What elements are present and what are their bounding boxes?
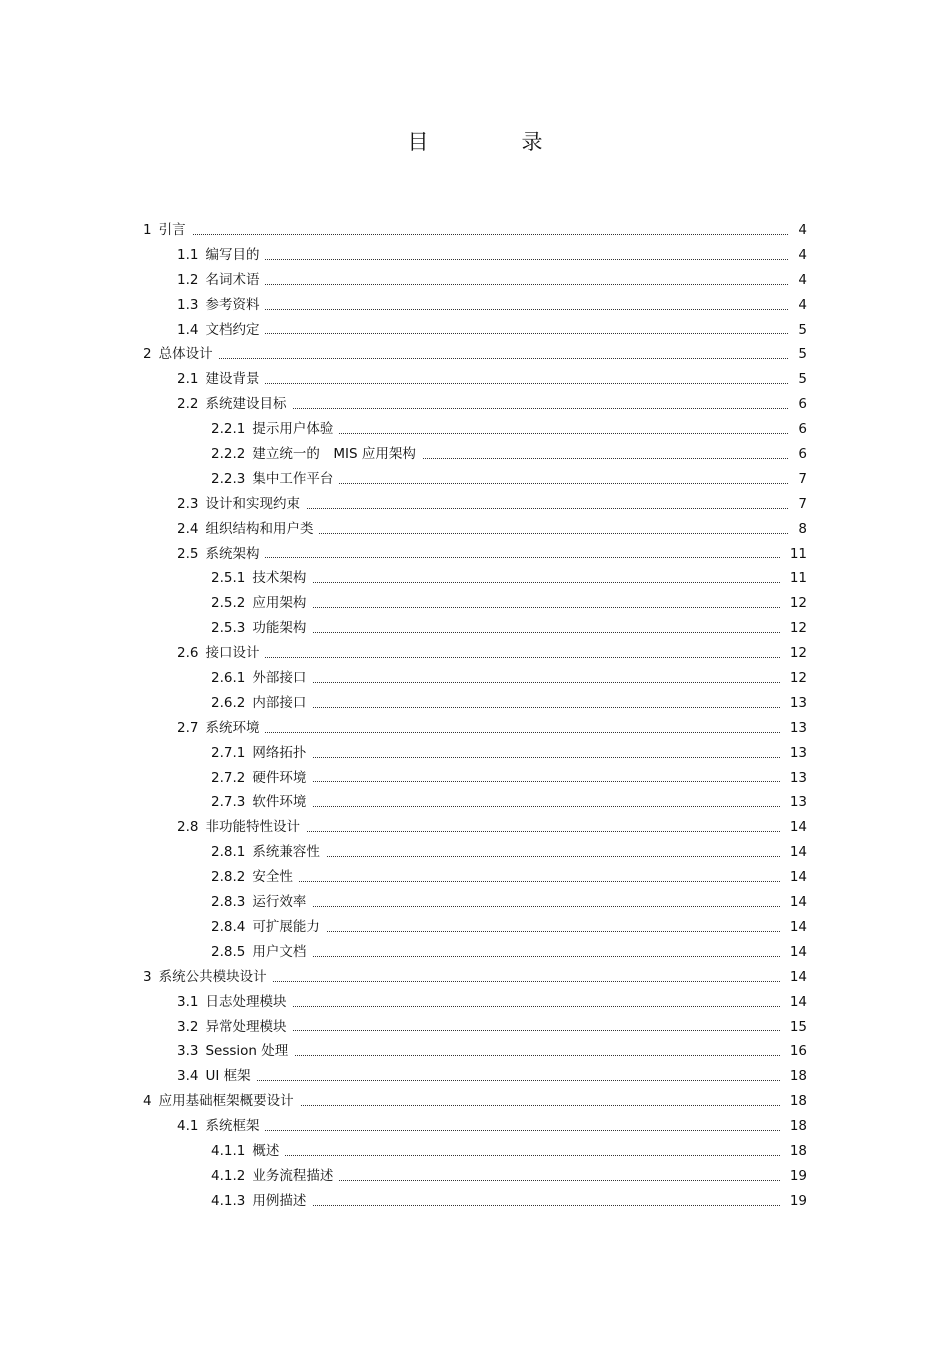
toc-entry-page-number: 4 [794,293,807,318]
toc-entry-number: 1.2 [177,271,199,288]
toc-entry-page-number: 11 [786,542,807,567]
toc-entry-label: 建设背景 [205,371,260,388]
toc-entry[interactable] [0,268,950,293]
toc-entry-label: 用户文档 [252,943,307,960]
toc-entry-label: 概述 [252,1142,280,1159]
toc-entry-number: 2.7 [177,719,199,736]
toc-entry-number: 2.5.3 [211,620,246,637]
toc-entry-page-number: 13 [786,790,807,815]
toc-entry-heading [143,1089,300,1114]
toc-entry-number: 2.5 [177,545,199,562]
toc-entry-label: 提示用户体验 [252,421,334,438]
toc-entry[interactable] [0,890,950,915]
page-title: 目 录 [407,130,579,154]
toc-entry-number: 2.2 [177,396,199,413]
toc-entry-heading [211,566,312,591]
toc-entry-page-number: 13 [786,716,807,741]
toc-entry-page-number: 4 [794,243,807,268]
toc-entry[interactable] [0,790,950,815]
toc-entry-number: 2.8.3 [211,894,246,911]
toc-entry-number: 2.6.2 [211,694,246,711]
toc-entry[interactable] [0,1114,950,1139]
toc-entry-page-number: 18 [786,1139,807,1164]
toc-entry-page-number: 13 [786,766,807,791]
toc-entry-heading [177,990,292,1015]
toc-entry-number: 2.6.1 [211,670,246,687]
toc-entry-number: 1.4 [177,321,199,338]
toc-entry[interactable] [0,990,950,1015]
toc-entry[interactable] [0,741,950,766]
toc-entry[interactable] [0,542,950,567]
toc-entry-page-number: 14 [786,865,807,890]
toc-entry-page-number: 6 [794,417,807,442]
toc-entry-page-number: 7 [794,467,807,492]
toc-entry[interactable] [0,467,950,492]
toc-entry-heading [177,367,265,392]
toc-entry-heading [143,218,192,243]
toc-entry-page-number: 7 [794,492,807,517]
toc-entry-label: 软件环境 [252,794,307,811]
toc-entry[interactable] [0,716,950,741]
toc-entry-number: 1 [143,222,152,238]
toc-entry-label: 系统建设目标 [205,396,287,413]
toc-entry[interactable] [0,616,950,641]
toc-dot-leader [184,1080,780,1081]
toc-entry[interactable] [0,865,950,890]
toc-entry-heading [177,1015,292,1040]
toc-entry[interactable] [0,442,950,467]
toc-entry-label: 网络拓扑 [252,744,307,761]
toc-entry[interactable] [0,367,950,392]
toc-entry-page-number: 12 [786,666,807,691]
toc-entry[interactable] [0,517,950,542]
toc-entry-label: 业务流程描述 [252,1167,334,1184]
toc-entry-label: 系统环境 [205,719,260,736]
toc-dot-leader [184,309,788,310]
toc-entry-number: 3.3 [177,1043,199,1060]
toc-entry[interactable] [0,1015,950,1040]
toc-entry-page-number: 12 [786,641,807,666]
toc-entry-heading [177,268,265,293]
toc-entry-label: 硬件环境 [252,769,307,786]
toc-entry-number: 4 [143,1093,152,1110]
toc-entry[interactable] [0,342,950,367]
toc-entry-page-number: 19 [786,1164,807,1189]
toc-entry[interactable] [0,940,950,965]
toc-entry[interactable] [0,392,950,417]
toc-entry-number: 2.3 [177,495,199,512]
toc-entry-page-number: 5 [794,342,807,367]
toc-dot-leader [184,383,788,384]
toc-entry-label: 功能架构 [252,620,307,637]
toc-entry[interactable] [0,766,950,791]
toc-entry[interactable] [0,243,950,268]
toc-entry-heading [211,1139,285,1164]
toc-entry-number: 2.8.1 [211,844,246,861]
toc-entry-label: 文档约定 [205,321,260,338]
toc-dot-leader [218,1155,780,1156]
toc-entry-number: 2.5.2 [211,595,246,612]
toc-entry-label: 应用架构 [252,595,307,612]
toc-entry-number: 2.7.2 [211,769,246,786]
toc-entry-number: 2.8.4 [211,918,246,935]
toc-entry-label: UI 框架 [205,1068,251,1085]
toc-entry-number: 4.1.3 [211,1192,246,1209]
toc-entry-page-number: 14 [786,890,807,915]
toc-entry-heading [211,666,312,691]
toc-entry-number: 4.1.2 [211,1167,246,1184]
table-of-contents [0,218,950,1214]
toc-dot-leader [184,1130,780,1131]
toc-entry-page-number: 18 [786,1114,807,1139]
toc-entry-heading [211,591,312,616]
toc-entry-number: 4.1.1 [211,1142,246,1159]
toc-entry-label: 建立统一的 MIS 应用架构 [252,446,416,463]
toc-entry-page-number: 15 [786,1015,807,1040]
toc-entry-label: 系统架构 [205,545,260,562]
toc-entry-page-number: 14 [786,990,807,1015]
toc-dot-leader [150,234,788,235]
toc-entry-page-number: 12 [786,616,807,641]
toc-entry[interactable] [0,1164,950,1189]
toc-entry-heading [177,1064,257,1089]
toc-entry-number: 3 [143,968,152,985]
toc-entry-label: 内部接口 [252,694,307,711]
toc-entry[interactable] [0,915,950,940]
toc-entry-page-number: 11 [786,566,807,591]
toc-entry[interactable] [0,1139,950,1164]
toc-entry-number: 2.8.5 [211,943,246,960]
toc-entry-heading [211,1164,339,1189]
toc-entry-number: 1.1 [177,246,199,263]
toc-entry[interactable] [0,293,950,318]
toc-entry-label: 组织结构和用户类 [205,520,314,537]
toc-entry-page-number: 13 [786,691,807,716]
toc-entry-label: 参考资料 [205,296,260,313]
toc-entry-heading [143,342,219,367]
toc-entry[interactable] [0,1039,950,1064]
toc-entry-number: 2.1 [177,371,199,388]
toc-entry[interactable] [0,840,950,865]
toc-entry-heading [211,915,326,940]
toc-entry[interactable] [0,641,950,666]
toc-entry[interactable] [0,566,950,591]
toc-entry-page-number: 13 [786,741,807,766]
toc-entry-label: 用例描述 [252,1192,307,1209]
toc-dot-leader [184,284,788,285]
toc-entry-label: 集中工作平台 [252,470,334,487]
toc-entry-heading [177,243,265,268]
toc-entry-page-number: 18 [786,1064,807,1089]
toc-entry-heading [177,641,265,666]
toc-entry-page-number: 4 [794,268,807,293]
toc-entry[interactable] [0,815,950,840]
toc-entry-heading [177,1039,294,1064]
toc-entry-page-number: 14 [786,915,807,940]
toc-entry-page-number: 14 [786,840,807,865]
toc-entry-page-number: 5 [794,318,807,343]
toc-entry[interactable] [0,591,950,616]
toc-entry-number: 2.4 [177,520,199,537]
toc-entry-label: Session 处理 [205,1043,289,1060]
toc-dot-leader [184,333,788,334]
toc-entry-label: 名词术语 [205,271,260,288]
toc-entry-page-number: 14 [786,815,807,840]
toc-entry-heading [143,965,273,990]
toc-entry-heading [211,1189,312,1214]
toc-entry-heading [211,417,339,442]
toc-entry-number: 2.7.3 [211,794,246,811]
toc-entry-number: 2.2.1 [211,421,246,438]
toc-entry-heading [211,865,299,890]
toc-entry-label: 系统框架 [205,1118,260,1135]
toc-entry-number: 3.1 [177,993,199,1010]
toc-entry[interactable] [0,218,950,243]
toc-entry[interactable] [0,965,950,990]
toc-entry[interactable] [0,666,950,691]
toc-entry-label: 引言 [158,222,186,238]
toc-entry[interactable] [0,417,950,442]
toc-entry-heading [211,940,312,965]
toc-entry-label: 接口设计 [205,645,260,662]
toc-entry-page-number: 4 [794,218,807,243]
toc-entry-label: 外部接口 [252,670,307,687]
toc-entry-number: 3.4 [177,1068,199,1085]
toc-entry-page-number: 8 [794,517,807,542]
toc-entry-label: 非功能特性设计 [205,819,300,836]
toc-entry-heading [211,766,312,791]
toc-entry-heading [177,517,319,542]
toc-entry[interactable] [0,1064,950,1089]
toc-entry-heading [177,492,306,517]
toc-entry-page-number: 6 [794,392,807,417]
toc-entry[interactable] [0,492,950,517]
toc-entry-heading [177,293,265,318]
toc-entry-number: 1.3 [177,296,199,313]
toc-entry-label: 系统公共模块设计 [158,968,267,985]
toc-entry-heading [177,716,265,741]
toc-entry[interactable] [0,1189,950,1214]
toc-dot-leader [184,259,788,260]
toc-entry-number: 2.6 [177,645,199,662]
toc-entry-label: 安全性 [252,869,293,886]
toc-entry-label: 应用基础框架概要设计 [158,1093,294,1110]
toc-entry-number: 2.8.2 [211,869,246,886]
toc-entry-heading [211,890,312,915]
toc-entry-heading [211,442,422,467]
toc-entry-label: 日志处理模块 [205,993,287,1010]
toc-dot-leader [150,358,788,359]
toc-entry-heading [211,741,312,766]
toc-entry-label: 系统兼容性 [252,844,320,861]
toc-entry-label: 设计和实现约束 [205,495,300,512]
toc-entry-number: 4.1 [177,1118,199,1135]
toc-entry-page-number: 14 [786,940,807,965]
toc-entry-page-number: 12 [786,591,807,616]
toc-entry-label: 总体设计 [158,346,213,363]
toc-entry-heading [211,691,312,716]
toc-entry-page-number: 6 [794,442,807,467]
toc-dot-leader [184,657,780,658]
toc-entry-page-number: 18 [786,1089,807,1114]
toc-entry-heading [211,616,312,641]
toc-entry-label: 异常处理模块 [205,1018,287,1035]
toc-entry-heading [177,542,265,567]
toc-entry-page-number: 16 [786,1039,807,1064]
toc-entry-page-number: 19 [786,1189,807,1214]
toc-entry-number: 2.8 [177,819,199,836]
toc-dot-leader [184,557,780,558]
toc-entry-heading [177,318,265,343]
toc-entry-heading [211,790,312,815]
toc-dot-leader [184,732,780,733]
toc-entry-number: 2.7.1 [211,744,246,761]
toc-entry-heading [177,392,292,417]
toc-entry-label: 可扩展能力 [252,918,320,935]
toc-dot-leader [218,881,780,882]
toc-entry-number: 2.2.2 [211,446,246,463]
toc-entry-number: 3.2 [177,1018,199,1035]
toc-entry-number: 2.5.1 [211,570,246,587]
toc-entry-heading [211,840,326,865]
toc-entry[interactable] [0,1089,950,1114]
toc-entry-page-number: 5 [794,367,807,392]
toc-entry-label: 运行效率 [252,894,307,911]
toc-entry-page-number: 14 [786,965,807,990]
toc-entry-heading [177,815,306,840]
toc-entry-number: 2.2.3 [211,470,246,487]
toc-entry[interactable] [0,691,950,716]
toc-entry-label: 编写目的 [205,246,260,263]
toc-entry-heading [177,1114,265,1139]
toc-entry[interactable] [0,318,950,343]
toc-entry-heading [211,467,339,492]
toc-entry-number: 2 [143,346,152,363]
toc-entry-label: 技术架构 [252,570,307,587]
